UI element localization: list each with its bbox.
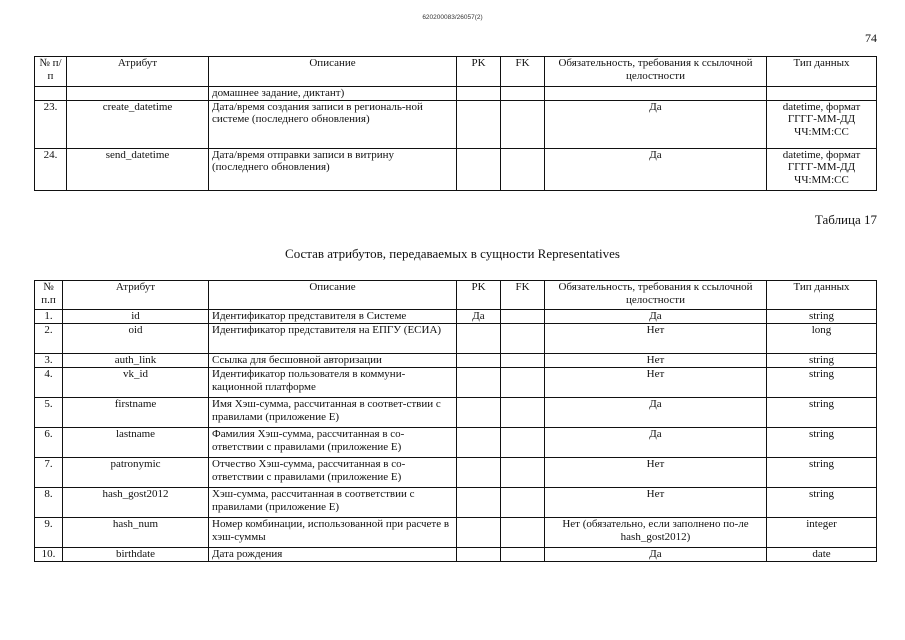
cell-num: 9. bbox=[35, 518, 63, 548]
table-row bbox=[35, 488, 877, 518]
table-row bbox=[35, 354, 877, 368]
cell-requirement: Нет bbox=[545, 324, 767, 354]
cell-fk bbox=[501, 148, 545, 190]
cell-attribute: hash_num bbox=[63, 518, 209, 548]
cell-pk bbox=[457, 100, 501, 148]
cell-pk bbox=[457, 428, 501, 458]
representatives-attributes-table bbox=[34, 280, 877, 562]
document-id: 620200083/26057(2) bbox=[422, 14, 483, 21]
cell-num: 5. bbox=[35, 398, 63, 428]
cell-type: string bbox=[767, 368, 877, 398]
col-header-attribute: Атрибут bbox=[63, 281, 209, 310]
cell-type: datetime, формат ГГГГ-ММ-ДД ЧЧ:ММ:СС bbox=[767, 100, 877, 148]
col-header-description: Описание bbox=[209, 281, 457, 310]
table-row bbox=[35, 368, 877, 398]
col-header-fk: FK bbox=[501, 57, 545, 87]
cell-requirement: Да bbox=[545, 548, 767, 562]
cell-requirement: Нет (обязательно, если заполнено по-ле hash_gost2012) bbox=[545, 518, 767, 548]
col-header-attribute: Атрибут bbox=[67, 57, 209, 87]
cell-pk bbox=[457, 488, 501, 518]
table-header-row bbox=[35, 281, 877, 310]
cell-pk bbox=[457, 148, 501, 190]
cell-requirement: Нет bbox=[545, 354, 767, 368]
cell-pk: Да bbox=[457, 310, 501, 324]
cell-fk bbox=[501, 324, 545, 354]
cell-description: Идентификатор пользователя в коммуни-кационной платформе bbox=[209, 368, 457, 398]
col-header-description: Описание bbox=[209, 57, 457, 87]
table-caption: Таблица 17 bbox=[814, 212, 877, 227]
cell-fk bbox=[501, 548, 545, 562]
col-header-fk: FK bbox=[501, 281, 545, 310]
continuation-text: домашнее задание, диктант) bbox=[209, 87, 457, 101]
cell-fk bbox=[501, 368, 545, 398]
cell-num: 3. bbox=[35, 354, 63, 368]
cell-num: 4. bbox=[35, 368, 63, 398]
table-row bbox=[35, 458, 877, 488]
cell-attribute: send_datetime bbox=[67, 148, 209, 190]
cell-attribute: firstname bbox=[63, 398, 209, 428]
attributes-table-continued bbox=[34, 56, 877, 191]
cell-requirement: Да bbox=[545, 428, 767, 458]
cell-pk bbox=[457, 458, 501, 488]
cell-num: 7. bbox=[35, 458, 63, 488]
cell-description: Дата/время отправки записи в витрину (последнего обновления) bbox=[209, 148, 457, 190]
cell-fk bbox=[501, 488, 545, 518]
table-row bbox=[35, 428, 877, 458]
cell-description: Имя Хэш-сумма, рассчитанная в соответ-ствии с правилами (приложение Е) bbox=[209, 398, 457, 428]
cell-requirement: Нет bbox=[545, 488, 767, 518]
cell-pk bbox=[457, 548, 501, 562]
col-header-pk: PK bbox=[457, 281, 501, 310]
cell-requirement: Нет bbox=[545, 368, 767, 398]
cell-fk bbox=[501, 310, 545, 324]
table-row bbox=[35, 518, 877, 548]
cell-description: Хэш-сумма, рассчитанная в соответствии с правилами (приложение Е) bbox=[209, 488, 457, 518]
cell-requirement: Да bbox=[545, 100, 767, 148]
col-header-pk: PK bbox=[457, 57, 501, 87]
cell-type: string bbox=[767, 458, 877, 488]
cell-type: date bbox=[767, 548, 877, 562]
table-header-row bbox=[35, 57, 877, 87]
cell-num: 1. bbox=[35, 310, 63, 324]
cell-num: 10. bbox=[35, 548, 63, 562]
table-row bbox=[35, 148, 877, 190]
table-row bbox=[35, 310, 877, 324]
cell-description: Ссылка для бесшовной авторизации bbox=[209, 354, 457, 368]
cell-pk bbox=[457, 354, 501, 368]
cell-fk bbox=[501, 428, 545, 458]
cell-type: string bbox=[767, 488, 877, 518]
cell-description: Отчество Хэш-сумма, рассчитанная в со-ответствии с правилами (приложение Е) bbox=[209, 458, 457, 488]
cell-fk bbox=[501, 398, 545, 428]
cell-type: datetime, формат ГГГГ-ММ-ДД ЧЧ:ММ:СС bbox=[767, 148, 877, 190]
cell-description: Дата рождения bbox=[209, 548, 457, 562]
cell-requirement: Да bbox=[545, 310, 767, 324]
cell-fk bbox=[501, 458, 545, 488]
cell-description: Идентификатор представителя в Системе bbox=[209, 310, 457, 324]
cell-attribute: vk_id bbox=[63, 368, 209, 398]
cell-description: Идентификатор представителя на ЕПГУ (ЕСИА) bbox=[209, 324, 457, 354]
cell-attribute: oid bbox=[63, 324, 209, 354]
cell-fk bbox=[501, 100, 545, 148]
cell-attribute: create_datetime bbox=[67, 100, 209, 148]
cell-requirement: Да bbox=[545, 148, 767, 190]
col-header-requirement: Обязательность, требования к ссылочной целостности bbox=[545, 57, 767, 87]
cell-pk bbox=[457, 324, 501, 354]
cell-type: string bbox=[767, 428, 877, 458]
col-header-type: Тип данных bbox=[767, 57, 877, 87]
cell-description: Фамилия Хэш-сумма, рассчитанная в со-ответствии с правилами (приложение Е) bbox=[209, 428, 457, 458]
cell-num: 2. bbox=[35, 324, 63, 354]
cell-fk bbox=[501, 354, 545, 368]
cell-attribute: birthdate bbox=[63, 548, 209, 562]
cell-attribute: hash_gost2012 bbox=[63, 488, 209, 518]
page-number: 74 bbox=[865, 31, 877, 45]
table-row bbox=[35, 548, 877, 562]
cell-type: string bbox=[767, 310, 877, 324]
cell-pk bbox=[457, 368, 501, 398]
cell-attribute: id bbox=[63, 310, 209, 324]
table-title: Состав атрибутов, передаваемых в сущности Representatives bbox=[285, 246, 620, 261]
cell-description: Дата/время создания записи в региональ-ной системе (последнего обновления) bbox=[209, 100, 457, 148]
cell-description: Номер комбинации, использованной при расчете в хэш-суммы bbox=[209, 518, 457, 548]
cell-pk bbox=[457, 398, 501, 428]
table-row-continuation bbox=[35, 87, 877, 101]
col-header-type: Тип данных bbox=[767, 281, 877, 310]
cell-type: long bbox=[767, 324, 877, 354]
cell-attribute: patronymic bbox=[63, 458, 209, 488]
col-header-num: № п/п bbox=[35, 57, 67, 87]
cell-attribute: auth_link bbox=[63, 354, 209, 368]
cell-num: 8. bbox=[35, 488, 63, 518]
cell-type: integer bbox=[767, 518, 877, 548]
cell-type: string bbox=[767, 354, 877, 368]
cell-num: 6. bbox=[35, 428, 63, 458]
cell-type: string bbox=[767, 398, 877, 428]
cell-requirement: Да bbox=[545, 398, 767, 428]
cell-fk bbox=[501, 518, 545, 548]
cell-num: 24. bbox=[35, 148, 67, 190]
cell-pk bbox=[457, 518, 501, 548]
col-header-requirement: Обязательность, требования к ссылочной целостности bbox=[545, 281, 767, 310]
cell-attribute: lastname bbox=[63, 428, 209, 458]
col-header-num: № п.п bbox=[35, 281, 63, 310]
cell-num: 23. bbox=[35, 100, 67, 148]
table-row bbox=[35, 324, 877, 354]
table-row bbox=[35, 398, 877, 428]
table-row bbox=[35, 100, 877, 148]
cell-requirement: Нет bbox=[545, 458, 767, 488]
